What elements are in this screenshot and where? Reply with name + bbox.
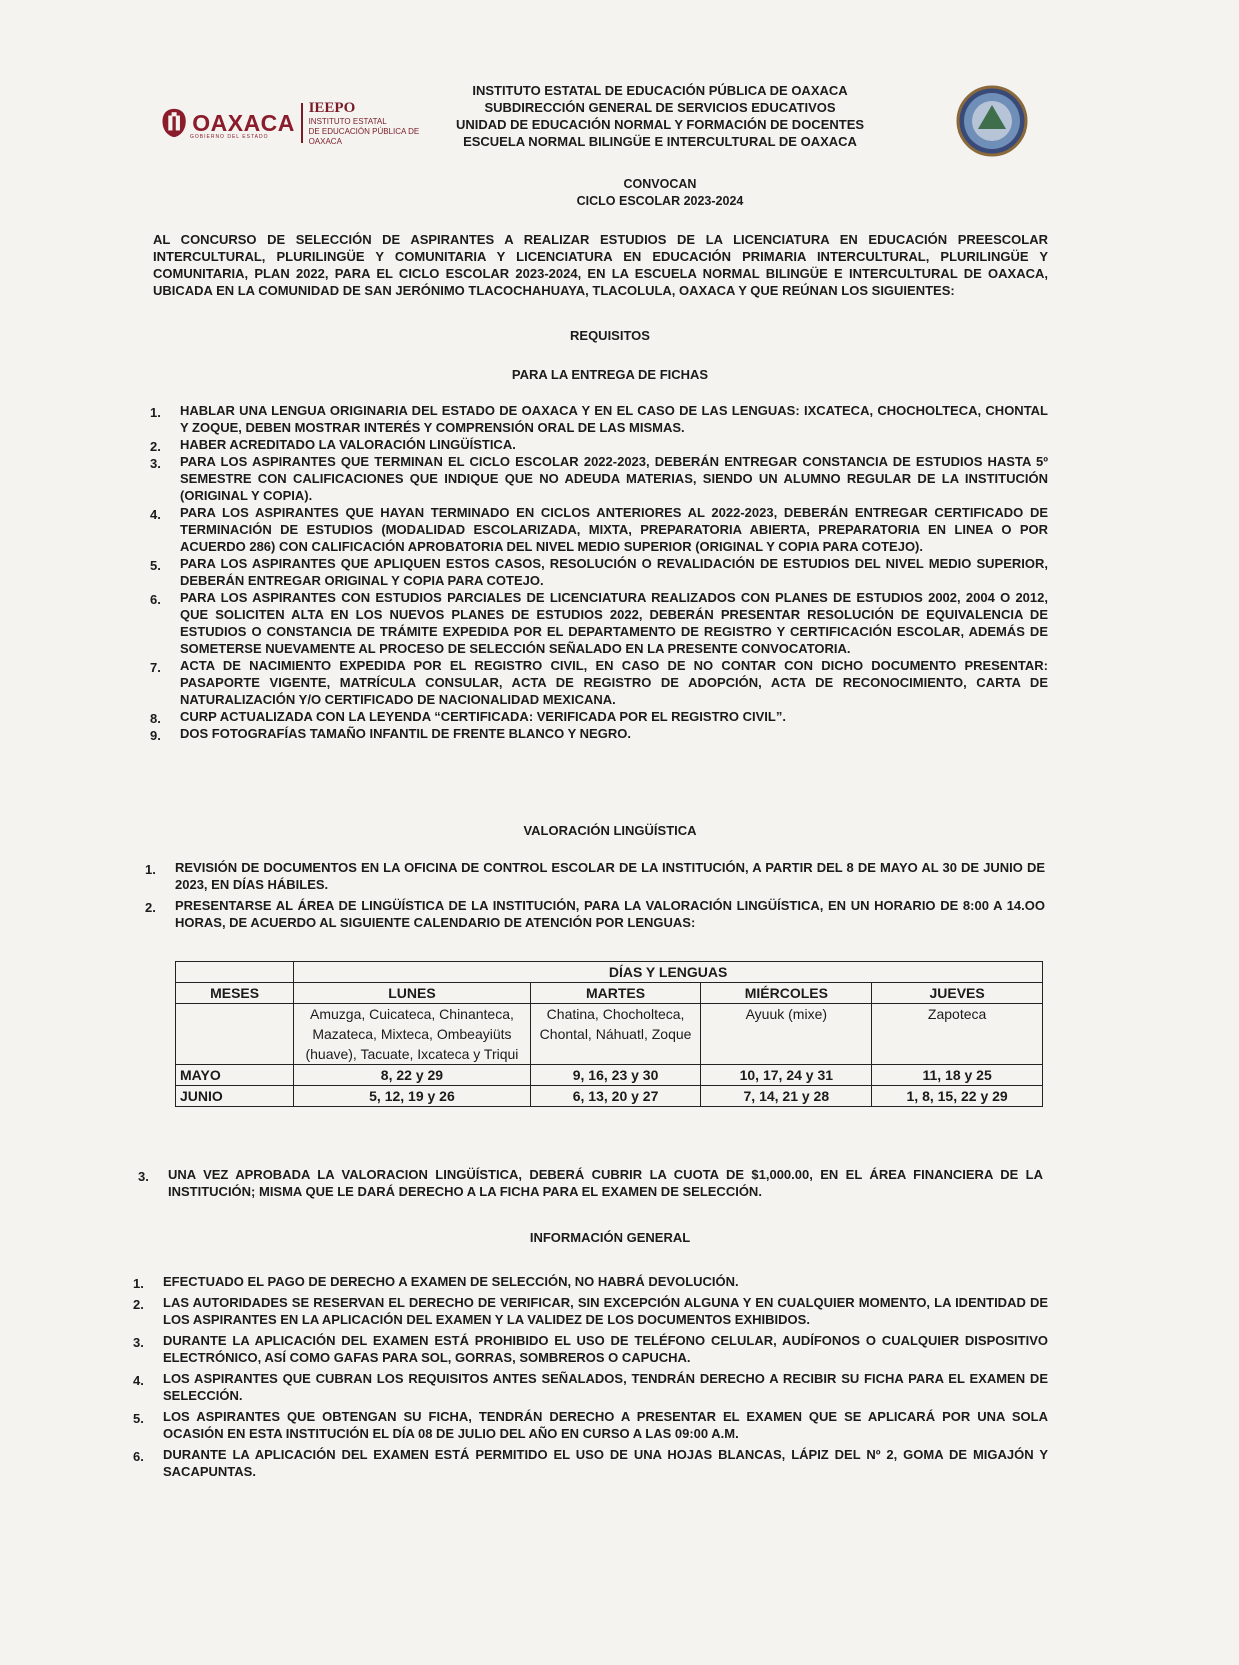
valoracion-heading: VALORACIÓN LINGÜÍSTICA <box>523 823 697 838</box>
ieepo-subtitle-2: DE EDUCACIÓN PÚBLICA DE OAXACA <box>308 126 420 146</box>
item-text: LOS ASPIRANTES QUE OBTENGAN SU FICHA, TENDRÁN DERECHO A PRESENTAR EL EXAMEN QUE SE APLICARÁ POR UNA SOLA OCASIÓN EN ESTA INSTITUCIÓN EL DÍA 08 DE JULIO DEL AÑO EN CURSO A LAS 09:00 A.M. <box>163 1409 1048 1441</box>
item-number: 3. <box>138 1169 149 1184</box>
dates-cell: 7, 14, 21 y 28 <box>701 1086 872 1107</box>
languages-lunes: Amuzga, Cuicateca, Chinanteca, Mazateca, Mixteca, Ombeayiüts (huave), Tacuate, Ixcateca y Triqui <box>294 1004 530 1065</box>
item-text: DURANTE LA APLICACIÓN DEL EXAMEN ESTÁ PERMITIDO EL USO DE UNA HOJAS BLANCAS, LÁPIZ DEL Nº 2, GOMA DE MIGAJÓN Y SACAPUNTAS. <box>163 1447 1048 1479</box>
item-number: 1. <box>150 405 161 420</box>
list-item <box>150 453 1048 504</box>
item-number: 2. <box>150 439 161 454</box>
item-text: LOS ASPIRANTES QUE CUBRAN LOS REQUISITOS ANTES SEÑALADOS, TENDRÁN DERECHO A RECIBIR SU FICHA PARA EL EXAMEN DE SELECCIÓN. <box>163 1371 1048 1403</box>
item-emphasis: “CERTIFICADA: VERIFICADA POR EL REGISTRO CIVIL”. <box>434 709 786 724</box>
item-text: CURP ACTUALIZADA CON LA LEYENDA <box>180 709 435 724</box>
table-cell-empty <box>176 962 294 983</box>
convocan-title: CONVOCAN <box>623 177 697 191</box>
days-languages-header: DÍAS Y LENGUAS <box>294 962 1043 983</box>
oaxaca-ieepo-logo <box>160 100 430 146</box>
school-emblem-icon <box>956 85 1028 157</box>
list-item <box>150 504 1048 555</box>
item-number: 3. <box>133 1335 144 1350</box>
item-text: HABLAR UNA LENGUA ORIGINARIA DEL ESTADO DE OAXACA Y EN EL CASO DE LAS LENGUAS: IXCATECA, CHOCHOLTECA, CHONTAL Y ZOQUE, DEBEN MOSTRAR INTERÉS Y COMPRENSIÓN ORAL DE LAS MISMAS. <box>180 403 1048 435</box>
item-number: 5. <box>150 558 161 573</box>
ieepo-subtitle-1: INSTITUTO ESTATAL <box>308 116 387 126</box>
list-item <box>150 555 1048 589</box>
item-text: EFECTUADO EL PAGO DE DERECHO A EXAMEN DE SELECCIÓN, NO HABRÁ DEVOLUCIÓN. <box>163 1274 739 1289</box>
day-header-lunes: LUNES <box>294 983 530 1004</box>
item-number: 5. <box>133 1411 144 1426</box>
list-item <box>133 1273 1048 1290</box>
list-item <box>145 859 1045 893</box>
list-item <box>133 1370 1048 1404</box>
item-number: 1. <box>133 1276 144 1291</box>
ciclo-title: CICLO ESCOLAR 2023-2024 <box>576 194 744 208</box>
item-text: PRESENTARSE AL ÁREA DE LINGÜÍSTICA DE LA INSTITUCIÓN, PARA LA VALORACIÓN LINGÜÍSTICA, EN UN HORARIO DE 8:00 A 14.OO HORAS, DE ACUERDO AL SIGUIENTE CALENDARIO DE ATENCIÓN POR LENGUAS: <box>175 898 1045 930</box>
table-cell-empty <box>176 1004 294 1065</box>
languages-jueves: Zapoteca <box>872 1004 1043 1065</box>
requisitos-heading: REQUISITOS <box>570 328 650 343</box>
item-number: 4. <box>133 1373 144 1388</box>
item-number: 2. <box>145 900 156 915</box>
intro-paragraph: AL CONCURSO DE SELECCIÓN DE ASPIRANTES A REALIZAR ESTUDIOS DE LA LICENCIATURA EN EDUCACIÓN PREESCOLAR INTERCULTURAL, PLURILINGÜE Y COMUNITARIA Y LICENCIATURA EN EDUCACIÓN PRIMARIA INTERCULTURAL, PLURILINGÜE Y COMUNITARIA, PLAN 2022, PARA EL CICLO ESCOLAR 2023-2024, EN LA ESCUELA NORMAL BILINGÜE E INTERCULTURAL DE OAXACA, UBICADA EN LA COMUNIDAD DE SAN JERÓNIMO TLACOCHAHUAYA, TLACOLULA, OAXACA Y QUE REÚNAN LOS SIGUIENTES: <box>153 232 1048 298</box>
valoracion-list-continued <box>138 1166 1043 1200</box>
item-number: 7. <box>150 660 161 675</box>
table-row <box>176 1086 1043 1107</box>
oaxaca-logo-subtitle: GOBIERNO DEL ESTADO <box>190 134 269 140</box>
day-header-martes: MARTES <box>530 983 701 1004</box>
oaxaca-logo-text: OAXACA <box>192 109 295 136</box>
table-row <box>176 1065 1043 1086</box>
list-item <box>138 1166 1043 1200</box>
dates-cell: 6, 13, 20 y 27 <box>530 1086 701 1107</box>
item-number: 6. <box>150 592 161 607</box>
months-header: MESES <box>176 983 294 1004</box>
informacion-general-heading: INFORMACIÓN GENERAL <box>529 1230 691 1245</box>
item-text: PARA LOS ASPIRANTES CON ESTUDIOS PARCIALES DE LICENCIATURA REALIZADOS CON PLANES DE ESTUDIOS 2002, 2004 O 2012, QUE SOLICITEN ALTA EN LOS NUEVOS PLANES DE ESTUDIOS 2022, DEBERÁN PRESENTAR RESOLUCIÓN DE EQUIVALENCIA DE ESTUDIOS O CONSTANCIA DE TRÁMITE EXPEDIDA POR EL DEPARTAMENTO DE REGISTRO Y CERTIFICACIÓN ESCOLAR, ADEMÁS DE SOMETERSE NUEVAMENTE AL PROCESO DE SELECCIÓN SEÑALADO EN LA PRESENTE CONVOCATORIA. <box>180 590 1048 656</box>
day-header-jueves: JUEVES <box>872 983 1043 1004</box>
list-item <box>150 725 1048 742</box>
item-text: ACTA DE NACIMIENTO EXPEDIDA POR EL REGISTRO CIVIL, EN CASO DE NO CONTAR CON DICHO DOCUMENTO PRESENTAR: PASAPORTE VIGENTE, MATRÍCULA CONSULAR, ACTA DE REGISTRO DE ADOPCIÓN, ACTA DE RECONOCIMIENTO, CARTA DE NATURALIZACIÓN Y/O CERTIFICADO DE NACIONALIDAD MEXICANA. <box>180 658 1048 707</box>
languages-miercoles: Ayuuk (mixe) <box>701 1004 872 1065</box>
institution-line: UNIDAD DE EDUCACIÓN NORMAL Y FORMACIÓN DE DOCENTES <box>455 117 865 132</box>
languages-martes: Chatina, Chocholteca, Chontal, Náhuatl, Zoque <box>530 1004 701 1065</box>
month-cell: MAYO <box>176 1065 294 1086</box>
institution-line: INSTITUTO ESTATAL DE EDUCACIÓN PÚBLICA DE OAXACA <box>472 83 848 98</box>
dates-cell: 11, 18 y 25 <box>872 1065 1043 1086</box>
item-number: 2. <box>133 1297 144 1312</box>
item-number: 8. <box>150 711 161 726</box>
dates-cell: 10, 17, 24 y 31 <box>701 1065 872 1086</box>
list-item <box>150 657 1048 708</box>
list-item <box>150 436 1048 453</box>
valoracion-list <box>145 859 1045 931</box>
item-text: REVISIÓN DE DOCUMENTOS EN LA OFICINA DE CONTROL ESCOLAR DE LA INSTITUCIÓN, A PARTIR DEL 8 DE MAYO AL 30 DE JUNIO DE 2023, EN DÍAS HÁBILES. <box>175 860 1045 892</box>
institution-line: ESCUELA NORMAL BILINGÜE E INTERCULTURAL DE OAXACA <box>463 134 857 149</box>
item-text: DOS FOTOGRAFÍAS TAMAÑO INFANTIL DE FRENTE BLANCO Y NEGRO. <box>180 726 631 741</box>
list-item <box>145 897 1045 931</box>
logo-divider <box>301 103 303 143</box>
requisitos-list <box>150 402 1048 742</box>
month-cell: JUNIO <box>176 1086 294 1107</box>
table-row <box>176 962 1043 983</box>
dates-cell: 8, 22 y 29 <box>294 1065 530 1086</box>
list-item <box>150 402 1048 436</box>
list-item <box>133 1294 1048 1328</box>
institution-line: SUBDIRECCIÓN GENERAL DE SERVICIOS EDUCATIVOS <box>484 100 836 115</box>
item-number: 3. <box>150 456 161 471</box>
table-row <box>176 1004 1043 1065</box>
table-row <box>176 983 1043 1004</box>
oaxaca-seal-icon <box>160 104 188 142</box>
list-item <box>133 1446 1048 1480</box>
item-number: 4. <box>150 507 161 522</box>
item-text: UNA VEZ APROBADA LA VALORACION LINGÜÍSTICA, DEBERÁ CUBRIR LA CUOTA DE $1,000.00, EN EL ÁREA FINANCIERA DE LA INSTITUCIÓN; MISMA QUE LE DARÁ DERECHO A LA FICHA PARA EL EXAMEN DE SELECCIÓN. <box>168 1167 1043 1199</box>
item-text: DURANTE LA APLICACIÓN DEL EXAMEN ESTÁ PROHIBIDO EL USO DE TELÉFONO CELULAR, AUDÍFONOS O CUALQUIER DISPOSITIVO ELECTRÓNICO, ASÍ COMO GAFAS PARA SOL, GORRAS, SOMBREROS O CAPUCHA. <box>163 1333 1048 1365</box>
dates-cell: 5, 12, 19 y 26 <box>294 1086 530 1107</box>
informacion-general-list <box>133 1273 1048 1480</box>
list-item <box>150 589 1048 657</box>
day-header-miercoles: MIÉRCOLES <box>701 983 872 1004</box>
item-text: PARA LOS ASPIRANTES QUE APLIQUEN ESTOS CASOS, RESOLUCIÓN O REVALIDACIÓN DE ESTUDIOS DEL NIVEL MEDIO SUPERIOR, DEBERÁN ENTREGAR ORIGINAL Y COPIA PARA COTEJO. <box>180 556 1048 588</box>
entrega-fichas-heading: PARA LA ENTREGA DE FICHAS <box>511 367 709 382</box>
ieepo-title: IEEPO <box>308 99 356 116</box>
item-number: 1. <box>145 862 156 877</box>
item-text: PARA LOS ASPIRANTES QUE HAYAN TERMINADO EN CICLOS ANTERIORES AL 2022-2023, DEBERÁN ENTREGAR CERTIFICADO DE TERMINACIÓN DE ESTUDIOS (MODALIDAD ESCOLARIZADA, MIXTA, PREPARATORIA ABIERTA, PREPARATORIA EN LINEA O POR ACUERDO 286) CON CALIFICACIÓN APROBATORIA DEL NIVEL MEDIO SUPERIOR (ORIGINAL Y COPIA PARA COTEJO). <box>180 505 1048 554</box>
item-number: 9. <box>150 728 161 743</box>
list-item <box>133 1332 1048 1366</box>
list-item <box>150 708 1048 725</box>
dates-cell: 9, 16, 23 y 30 <box>530 1065 701 1086</box>
convocan-block <box>400 176 920 210</box>
item-text: HABER ACREDITADO LA VALORACIÓN LINGÜÍSTICA. <box>180 437 516 452</box>
list-item <box>133 1408 1048 1442</box>
dates-cell: 1, 8, 15, 22 y 29 <box>872 1086 1043 1107</box>
item-number: 6. <box>133 1449 144 1464</box>
institution-header <box>400 82 920 150</box>
item-text: LAS AUTORIDADES SE RESERVAN EL DERECHO DE VERIFICAR, SIN EXCEPCIÓN ALGUNA Y EN CUALQUIER MOMENTO, LA IDENTIDAD DE LOS ASPIRANTES EN LA APLICACIÓN DEL EXAMEN Y LA VALIDEZ DE LOS DOCUMENTOS EXHIBIDOS. <box>163 1295 1048 1327</box>
language-calendar-table <box>175 961 1043 1107</box>
item-text: PARA LOS ASPIRANTES QUE TERMINAN EL CICLO ESCOLAR 2022-2023, DEBERÁN ENTREGAR CONSTANCIA DE ESTUDIOS HASTA 5º SEMESTRE CON CALIFICACIONES QUE INDIQUE QUE NO ADEUDA MATERIAS, SIENDO UN ALUMNO REGULAR DE LA INSTITUCIÓN (ORIGINAL Y COPIA). <box>180 454 1048 503</box>
